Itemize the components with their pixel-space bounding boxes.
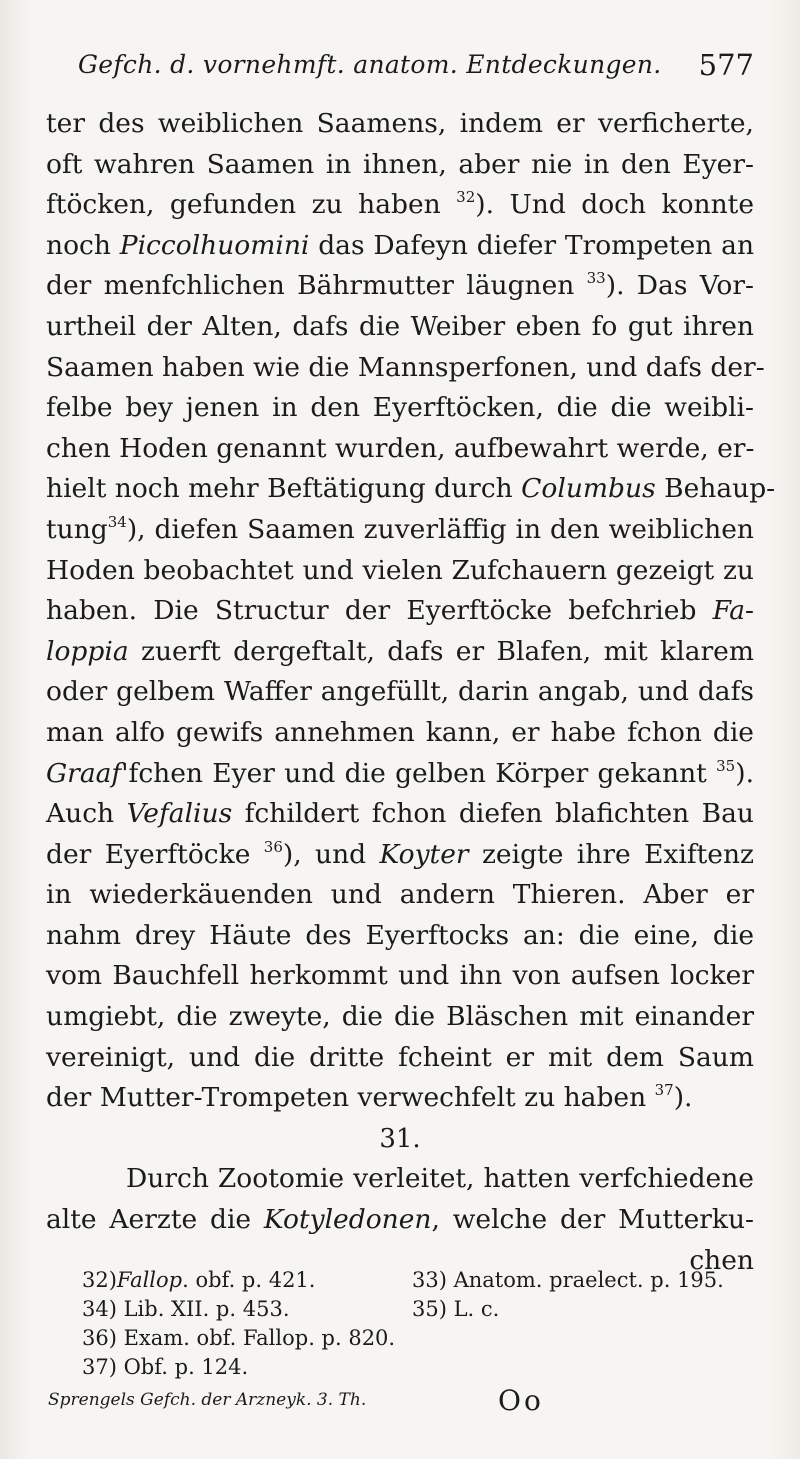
running-head: Gefch. d. vornehmft. anatom. Entdeckungen.	[78, 50, 662, 79]
signature-mark: Oo	[498, 1384, 544, 1417]
text-line: loppia zuerft dergeftalt, dafs er Blafen, mit klarem	[46, 635, 754, 667]
text-line: ftöcken, gefunden zu haben $^{32}$). Und doch konnte	[46, 188, 754, 221]
person-name: Graaf	[46, 757, 122, 789]
footnote-37: 37) Obf. p. 124.	[82, 1355, 249, 1379]
footnote-32: 32)Fallop. obf. p. 421.	[82, 1268, 316, 1292]
text-line: der menfchlichen Bährmutter läugnen $^{33}$). Das Vor-	[46, 269, 754, 302]
text-line: der Mutter-Trompeten verwechfelt zu haben $^{37}$).	[46, 1081, 693, 1114]
footnote-row	[82, 1266, 762, 1295]
footnote-35: 35) L. c.	[412, 1297, 500, 1321]
text-line: chen	[689, 1244, 754, 1276]
text-line: oder gelbem Waffer angefüllt, darin angab, und dafs	[46, 676, 754, 708]
section-number: 31.	[379, 1123, 421, 1154]
person-name: Koyter	[379, 838, 469, 870]
text-line: der Eyerftöcke $^{36}$), und Koyter zeigte ihre Exiftenz	[46, 837, 755, 870]
footnote-ref: 34	[107, 512, 127, 531]
text-line: tung$^{34}$), diefen Saamen zuverläffig in den weiblichen	[46, 512, 754, 545]
text-line: Graaf'fchen Eyer und die gelben Körper gekannt $^{35}$).	[46, 756, 754, 789]
text-line: vom Bauchfell herkommt und ihn von aufsen locker	[46, 960, 754, 992]
footnote-ref: 32	[456, 188, 476, 207]
page-number: 577	[698, 48, 754, 82]
footnote-ref: 36	[263, 837, 283, 856]
footnote-row	[82, 1295, 762, 1324]
footnote-33: 33) Anatom. praelect. p. 195.	[412, 1268, 724, 1292]
text-line: urtheil der Alten, dafs die Weiber eben fo gut ihren	[46, 310, 754, 342]
footnote-34: 34) Lib. XII. p. 453.	[82, 1297, 290, 1321]
footnote-row	[82, 1324, 762, 1353]
footnote-ref: 37	[654, 1081, 674, 1100]
person-name: loppia	[46, 635, 129, 667]
person-name: Piccolhuomini	[119, 229, 310, 261]
text-line: man alfo gewifs annehmen kann, er habe fchon die	[46, 716, 754, 748]
text-line: ter des weiblichen Saamens, indem er verficherte,	[46, 108, 754, 139]
footnote-36: 36) Exam. obf. Fallop. p. 820.	[82, 1326, 396, 1350]
text-line: noch Piccolhuomini das Dafeyn diefer Trompeten an	[46, 229, 755, 261]
footnotes	[82, 1266, 762, 1382]
text-line: alte Aerzte die Kotyledonen, welche der Mutterku-	[46, 1204, 754, 1236]
text-line: hielt noch mehr Beftätigung durch Columbus Behaup-	[46, 473, 776, 505]
page-footer	[48, 1386, 768, 1420]
text-line: nahm drey Häute des Eyerftocks an: die eine, die	[46, 919, 754, 951]
text-line: oft wahren Saamen in ihnen, aber nie in den Eyer-	[46, 148, 754, 180]
page-header	[78, 50, 768, 94]
text-line: chen Hoden genannt wurden, aufbewahrt werde, er-	[46, 432, 755, 464]
text-line: Saamen haben wie die Mannsperfonen, und dafs der-	[46, 351, 765, 383]
person-name: Vefalius	[126, 798, 233, 830]
text-line: umgiebt, die zweyte, die die Bläschen mit einander	[46, 1001, 754, 1033]
text-line: vereinigt, und die dritte fcheint er mit dem Saum	[46, 1041, 754, 1073]
text-line: Durch Zootomie verleitet, hatten verfchiedene	[126, 1163, 754, 1195]
person-name: Columbus	[521, 473, 656, 505]
text-line: haben. Die Structur der Eyerftöcke befchrieb Fa-	[46, 595, 754, 627]
footnote-ref: 33	[586, 269, 606, 288]
text-line: felbe bey jenen in den Eyerftöcken, die die weibli-	[46, 392, 754, 424]
imprint-line: Sprengels Gefch. der Arzneyk. 3. Th.	[48, 1390, 367, 1410]
footnote-row	[82, 1353, 762, 1382]
body-text	[46, 104, 776, 1281]
text-line: in wiederkäuenden und andern Thieren. Aber er	[46, 879, 754, 911]
text-line: Hoden beobachtet und vielen Zufchauern gezeigt zu	[46, 554, 754, 586]
text-line: Auch Vefalius fchildert fchon diefen blafichten Bau	[46, 798, 754, 830]
footnote-ref: 35	[716, 756, 736, 775]
italic-term: Kotyledonen	[263, 1204, 432, 1236]
person-name: Fa-	[712, 595, 754, 627]
